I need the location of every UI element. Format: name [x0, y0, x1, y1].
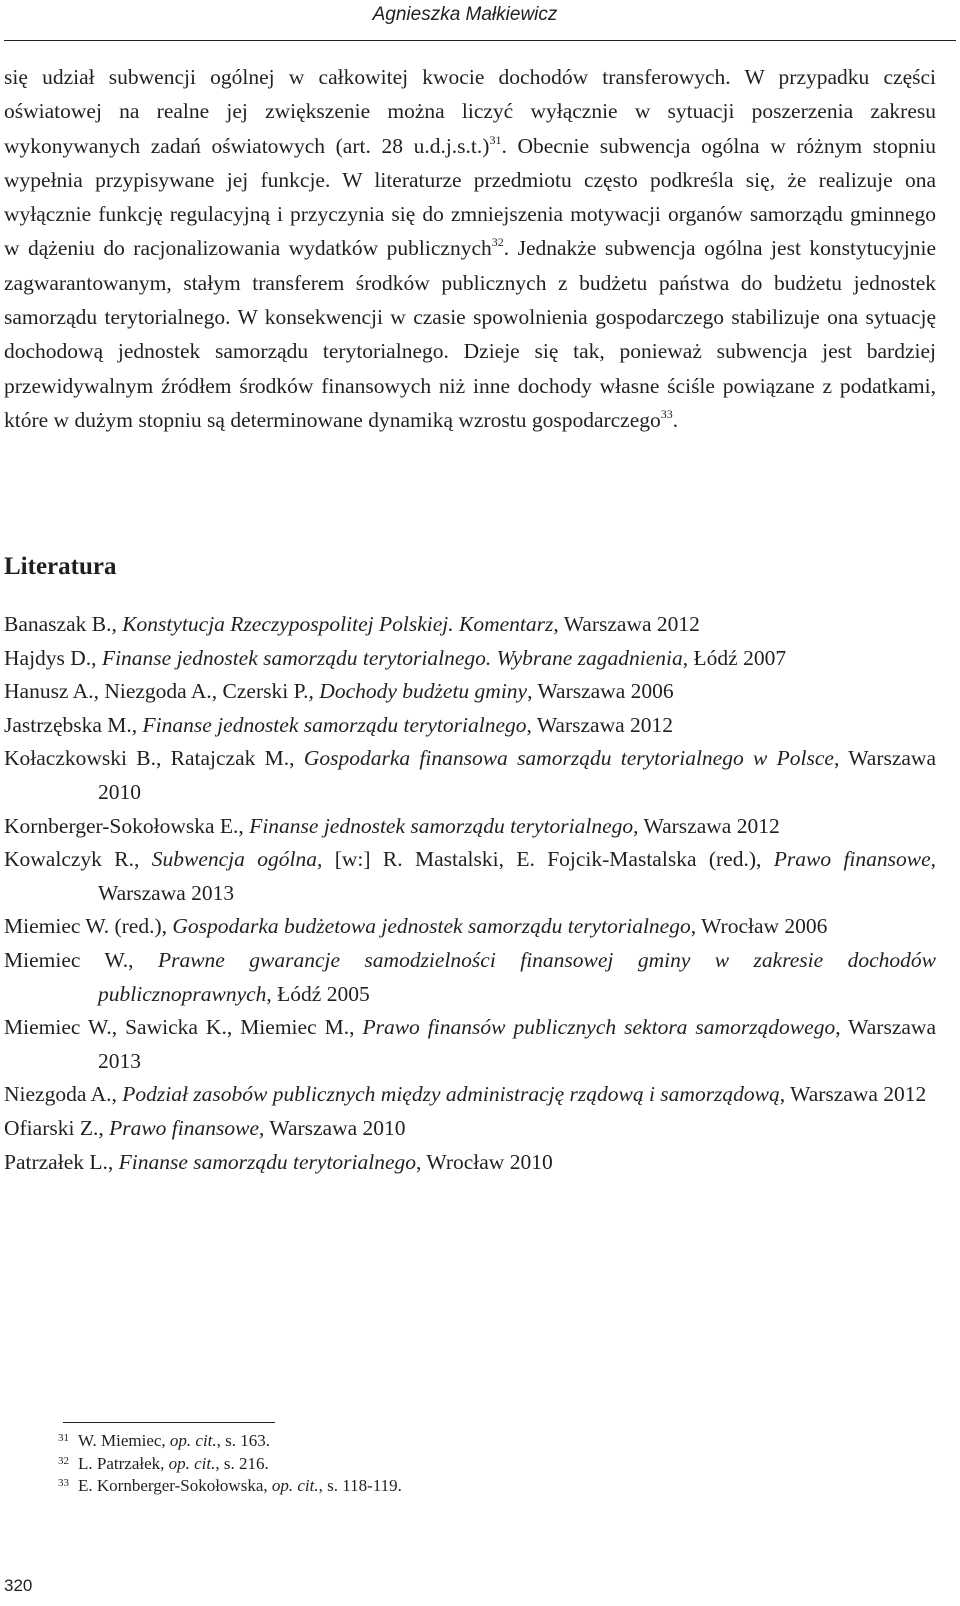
header-rule [4, 40, 956, 41]
bibliography-entry: Banaszak B., Konstytucja Rzeczypospolitej Polskiej. Komentarz, Warszawa 2012 [4, 612, 700, 636]
section-title: Literatura [4, 553, 117, 580]
bibliography-entry: Niezgoda A., Podział zasobów publicznych między administrację rządową i samorządową, Warszawa 2012 [4, 1082, 927, 1107]
bibliography-entry: Ofiarski Z., Prawo finansowe, Warszawa 2010 [4, 1115, 406, 1140]
paragraph-text-4: . [672, 407, 679, 432]
running-head-text: Agnieszka Małkiewicz [372, 4, 558, 25]
body-paragraph [4, 60, 936, 437]
bibliography-entry: Hajdys D., Finanse jednostek samorządu terytorialnego. Wybrane zagadnienia, Łódź 2007 [4, 645, 787, 670]
bibliography-entry: Kołaczkowski B., Ratajczak M., Gospodarka finansowa samorządu terytorialnego w Polsce, Warszawa 2010 [4, 746, 936, 804]
footnote-rule [63, 1422, 275, 1423]
bibliography-entry: Kowalczyk R., Subwencja ogólna, [w:] R. Mastalski, E. Fojcik-Mastalska (red.), Prawo finansowe, Warszawa 2013 [4, 847, 937, 905]
bibliography-entry: Hanusz A., Niezgoda A., Czerski P., Dochody budżetu gminy, Warszawa 2006 [4, 679, 674, 704]
footnotes-list [58, 1430, 402, 1498]
bibliography-entry: Kornberger-Sokołowska E., Finanse jednostek samorządu terytorialnego, Warszawa 2012 [4, 813, 780, 838]
footnote-ref-33: 33 [660, 406, 673, 421]
footnote-ref-32: 32 [491, 235, 504, 250]
bibliography-entry: Patrzałek L., Finanse samorządu terytorialnego, Wrocław 2010 [4, 1149, 553, 1174]
footnote: 33 E. Kornberger-Sokołowska, op. cit., s. 118-119. [58, 1476, 402, 1495]
bibliography-entry: Miemiec W., Prawne gwarancje samodzielności finansowej gminy w zakresie dochodów publicznoprawnych, Łódź 2005 [4, 947, 936, 1006]
paragraph-text-2: . Obecnie subwencja ogólna w różnym stopniu wypełnia przypisywane jej funkcje. W literaturze przedmiotu często podkreśla się, że realizuje ona wyłącznie funkcję regulacyjną i przyczynia się do zmniejszenia motywacji organów samorządu gminnego w dążeniu do racjonalizowania wydatków publicznych [4, 133, 937, 261]
footnote-ref-31: 31 [489, 132, 502, 147]
paragraph-text-3: . Jednakże subwencja ogólna jest konstytucyjnie zagwarantowanym, stałym transferem środków publicznych z budżetu państwa do budżetu jednostek samorządu terytorialnego. W konsekwencji w czasie spowolnienia gospodarczego stabilizuje ona sytuację dochodową jednostek samorządu terytorialnego. Dzieje się tak, ponieważ subwencja jest bardziej przewidywalnym źródłem środków finansowych niż inne dochody własne ściśle powiązane z podatkami, które w dużym stopniu są determinowane dynamiką wzrostu gospodarczego [4, 236, 936, 432]
bibliography-list [4, 608, 936, 1179]
bibliography-entry: Miemiec W. (red.), Gospodarka budżetowa jednostek samorządu terytorialnego, Wrocław 2006 [4, 914, 828, 939]
running-head [300, 4, 630, 26]
paragraph-text-1: się udział subwencji ogólnej w całkowitej kwocie dochodów transferowych. W przypadku części oświatowej na realne jej zwiększenie można liczyć wyłącznie w sytuacji poszerzenia zakresu wykonywanych zadań oświatowych (art. 28 u.d.j.s.t.) [4, 65, 936, 158]
footnote: 32 L. Patrzałek, op. cit., s. 216. [58, 1453, 269, 1473]
page-number: 320 [4, 1576, 33, 1595]
bibliography-entry: Jastrzębska M., Finanse jednostek samorządu terytorialnego, Warszawa 2012 [4, 712, 674, 737]
footnote: 31 W. Miemiec, op. cit., s. 163. [58, 1431, 271, 1450]
bibliography-entry: Miemiec W., Sawicka K., Miemiec M., Prawo finansów publicznych sektora samorządowego, Warszawa 2013 [4, 1015, 936, 1073]
